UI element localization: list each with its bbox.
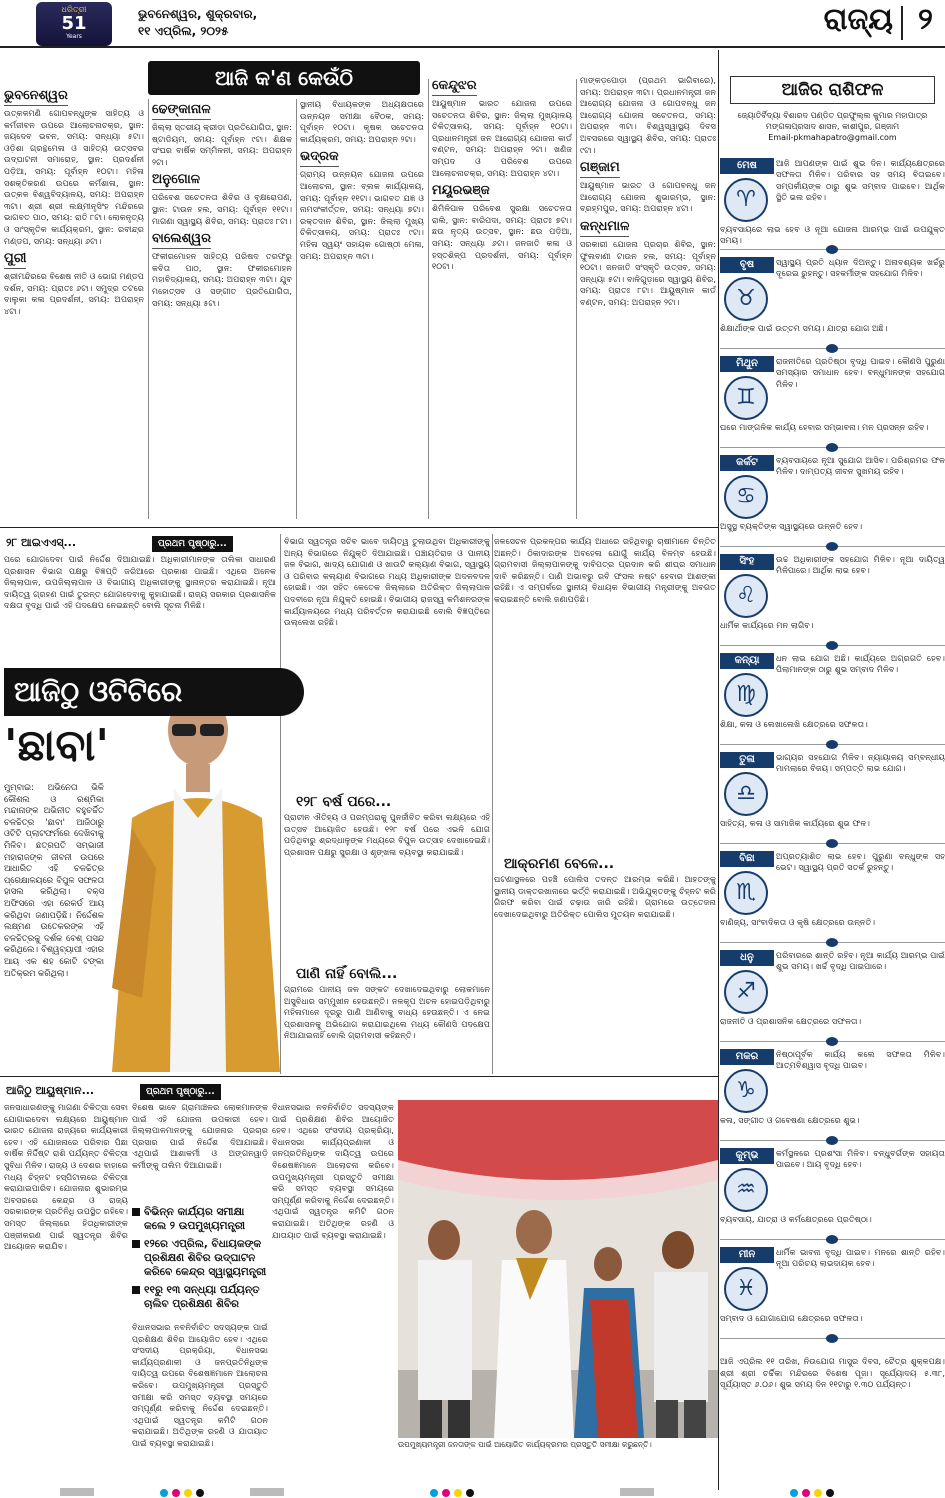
story-body: ଜଳସେଚନ ପ୍ରକଳ୍ପର କାର୍ଯ୍ୟ ଅଧାରେ ରହିଥିବାରୁ ଚାଷୀମାନେ ଚିନ୍ତିତ ଅଛନ୍ତି। ଠିକାଦାରଙ୍କ ଅବହେଳା ଯୋଗୁଁ କାର୍ଯ୍ୟ ବିଳମ୍ବ ହେଉଛି। ଗ୍ରାମବାସୀ ଜିଲ୍ଲାପାଳଙ୍କୁ ଦାବିପତ୍ର ପ୍ରଦାନ କରି ଶୀଘ୍ର ସମାଧାନ ଦାବି କରିଛନ୍ତି। ପାଣି ଅଭାବରୁ ରବି ଫସଲ ନଷ୍ଟ ହେବାର ଆଶଙ୍କା ରହିଛି। ଏ ସମ୍ପର୍କରେ ସ୍ଥାନୀୟ ବିଧାୟକ ବିଭାଗୀୟ ମନ୍ତ୍ରୀଙ୍କୁ ଅବଗତ କରାଇଛନ୍ତି ବୋଲି ଜଣାପଡ଼ିଛି। bbox=[494, 536, 716, 604]
zodiac-icon: ♏ bbox=[724, 871, 768, 915]
magenta-dot bbox=[802, 1489, 810, 1497]
events-text: ଉତ୍କଳମଣି ଗୋପବନ୍ଧୁଙ୍କ ସାହିତ୍ୟ ଓ କର୍ମଜୀବନ ଉପରେ ଆଲୋଚନାଚକ୍ର, ସ୍ଥାନ: ଜୟଦେବ ଭବନ, ସମୟ: ସନ୍ଧ୍ୟା ୫ଟା। ଓଡ଼ିଶା ଗ୍ରନ୍ଥମେଳା ଓ ସାହିତ୍ୟ ଉତ୍ସବର ଉଦ୍‌ଘାଟନୀ ସମାରୋହ, ସ୍ଥାନ: ପ୍ରଦର୍ଶନୀ ପଡ଼ିଆ, ସମୟ: ପୂର୍ବାହ୍ନ ୧୦ଟା। ମହିଳା ସଶକ୍ତିକରଣ ଉପରେ କର୍ମଶାଳା, ସ୍ଥାନ: ଉତ୍କଳ ବିଶ୍ୱବିଦ୍ୟାଳୟ, ସମୟ: ଅପରାହ୍ନ ୩ଟା। ଶ୍ରୀ ଶ୍ରୀ ଲକ୍ଷ୍ମୀନୃସିଂହ ମନ୍ଦିରରେ ଭାଗବତ ପାଠ, ସମୟ: ରାତି ୮ଟା। ଲୋକନୃତ୍ୟ ଓ ସାଂସ୍କୃତିକ କାର୍ଯ୍ୟକ୍ରମ, ସ୍ଥାନ: ରବୀନ୍ଦ୍ର ମଣ୍ଡପ, ସମୟ: ସନ୍ଧ୍ୟା ୬ଟା। bbox=[4, 108, 144, 246]
dateline-place-day: ଭୁବନେଶ୍ୱର, ଶୁକ୍ରବାର, bbox=[138, 7, 258, 21]
events-col-3 bbox=[300, 99, 424, 523]
sign-divider bbox=[720, 542, 945, 551]
sign-forecast-more: ଅସୁସ୍ଥ ବ୍ୟକ୍ତିଙ୍କ ସ୍ୱାସ୍ଥ୍ୟରେ ଉନ୍ନତି ହେବ। bbox=[720, 521, 863, 531]
highlights-list bbox=[132, 1205, 268, 1315]
yellow-dot bbox=[814, 1489, 822, 1497]
column-rule bbox=[296, 99, 297, 519]
sign-divider bbox=[720, 740, 945, 749]
events-city-heading: ଗଞ୍ଜାମ bbox=[580, 159, 620, 178]
story-body: ବିଶେଷ ଭାବେ ଗ୍ରାମାଞ୍ଚଳର ଲୋକମାନଙ୍କ ପାଇଁ ଏହି ଯୋଜନା ଉପକାରୀ ହେବ। ଜିଲ୍ଲାପାଳମାନଙ୍କୁ ଯୋଜନାର ପ୍ରଚାର ପ୍ରସାର ପାଇଁ ନିର୍ଦ୍ଦେଶ ଦିଆଯାଇଛି। ଏଥିପାଇଁ ଆଶାକର୍ମୀ ଓ ଅଙ୍ଗନୱାଡ଼ି କର୍ମୀଙ୍କୁ ତାଲିମ ଦିଆଯାଇଛି। bbox=[132, 1102, 268, 1170]
zodiac-icon: ♑ bbox=[724, 1069, 768, 1113]
events-text: ଶିମିଳିପାଳ ପରିବେଶ ସୁରକ୍ଷା ସଚେତନତା ରାଲି, ସ୍ଥାନ: ବାରିପଦା, ସମୟ: ପ୍ରାତଃ ୭ଟା। ଛଉ ନୃତ୍ୟ ଉତ୍ସବ, ସ୍ଥାନ: ଛଉ ପଡ଼ିଆ, ସମୟ: ସନ୍ଧ୍ୟା ୬ଟା। ଜନଜାତି କଳା ଓ ହସ୍ତଶିଳ୍ପ ପ୍ରଦର୍ଶନୀ, ସମୟ: ପୂର୍ବାହ୍ନ ୧୦ଟା। bbox=[432, 203, 572, 272]
sign-forecast-more: ଧାର୍ମିକ କାର୍ଯ୍ୟରେ ମନ ଲାଗିବ। bbox=[720, 620, 814, 630]
sign-name: କର୍କଟ bbox=[720, 455, 774, 471]
divider-dot bbox=[826, 245, 838, 254]
black-dot bbox=[466, 1489, 474, 1497]
horoscope-title: ଆଜିର ରାଶିଫଳ bbox=[730, 76, 935, 104]
events-city-heading: ଢେଙ୍କାନାଳ bbox=[152, 101, 211, 120]
sign-forecast: ଧନ ଲାଭ ଯୋଗ ଅଛି। କାର୍ଯ୍ୟରେ ଅଗ୍ରଗତି ହେବ। ପିଲାମାନଙ୍କ ଠାରୁ ଶୁଭ ସମ୍ବାଦ ମିଳିବ। bbox=[776, 653, 945, 675]
cinema-body: ମୁମ୍ବାଇ: ଅଭିନେତା ଭିକି କୌଶଲ ଓ ରଶ୍ମିକା ମନ୍ଦାନାଙ୍କ ଅଭିନୀତ ବହୁଚର୍ଚ୍ଚିତ ଚଳଚ୍ଚିତ୍ର 'ଛାବା' ଆଜିଠାରୁ ଓଟିଟି ପ୍ଲାଟଫର୍ମରେ ଦେଖିବାକୁ ମିଳିବ। ଛତ୍ରପତି ସମ୍ଭାଜୀ ମହାରାଜଙ୍କ ଜୀବନୀ ଉପରେ ଆଧାରିତ ଏହି ଚଳଚ୍ଚିତ୍ର ପ୍ରେକ୍ଷାଳୟରେ ବିପୁଳ ସଫଳତା ହାସଲ କରିଥିଲା। ବକ୍ସ ଅଫିସରେ ଏହା ରେକର୍ଡ ଆୟ କରିଥିବା ଜଣାପଡ଼ିଛି। ନିର୍ଦ୍ଦେଶକ ଲକ୍ଷ୍ମଣ ଉତେକରଙ୍କ ଏହି ଚଳଚ୍ଚିତ୍ରକୁ ଦର୍ଶକ ବେଶ୍ ପସନ୍ଦ କରିଥିଲେ। ବିଶ୍ୱବ୍ୟାପୀ ଏହାର ଆୟ ଏକ ଶହ କୋଟି ଟଙ୍କା ଅତିକ୍ରମ କରିଥିଲା। bbox=[4, 782, 104, 978]
events-text: ସରକାରୀ ଯୋଜନା ପ୍ରଚାର ଶିବିର, ସ୍ଥାନ: ଫୁଲବାଣୀ ଟାଉନ ହଲ, ସମୟ: ପୂର୍ବାହ୍ନ ୧୦ଟା। ଜନଜାତି ସଂସ୍କୃତି ଉତ୍ସବ, ସମୟ: ସନ୍ଧ୍ୟା ୫ଟା। ବାଳିଗୁଡ଼ାରେ ସ୍ୱାସ୍ଥ୍ୟ ଶିବିର, ସମୟ: ପ୍ରାତଃ ୮ଟା। ଆୟୁଷ୍ମାନ କାର୍ଡ ବଣ୍ଟନ, ସମୟ: ଅପରାହ୍ନ ୨ଟା। bbox=[580, 238, 716, 307]
events-city-heading: ଅନୁଗୋଳ bbox=[152, 171, 200, 190]
newspaper-logo bbox=[36, 2, 112, 46]
sign-forecast: କର୍ମସ୍ଥଳରେ ପ୍ରଶଂସା ମିଳିବ। ବନ୍ଧୁବର୍ଗଙ୍କ ସହାୟତା ପାଇବେ। ଆୟ ବୃଦ୍ଧି ହେବ। bbox=[776, 1148, 945, 1170]
events-text: ଜିଲ୍ଲା ସ୍ତରୀୟ କ୍ରୀଡ଼ା ପ୍ରତିଯୋଗିତା, ସ୍ଥାନ: ଷ୍ଟାଡିୟମ, ସମୟ: ପୂର୍ବାହ୍ନ ୯ଟା। ଶିକ୍ଷକ ସଂଘର ବାର୍ଷିକ ସମ୍ମିଳନୀ, ସମୟ: ଅପରାହ୍ନ ୨ଟା। bbox=[152, 122, 292, 167]
column-rule bbox=[148, 99, 149, 519]
events-col-1 bbox=[4, 85, 144, 523]
events-text: ପରିବେଶ ସଚେତନତା ଶିବିର ଓ ବୃକ୍ଷରୋପଣ, ସ୍ଥାନ: ଟାଉନ ହଲ, ସମୟ: ପୂର୍ବାହ୍ନ ୧୧ଟା। ମାଗଣା ସ୍ୱାସ୍ଥ୍ୟ ଶିବିର, ସମୟ: ପ୍ରାତଃ ୮ଟା। bbox=[152, 192, 292, 226]
sign-name: ବୃଷ bbox=[720, 257, 774, 273]
sign-forecast-more: ଶିକ୍ଷାର୍ଥୀଙ୍କ ପାଇଁ ଉତ୍ତମ ସମୟ। ଯାତ୍ରା ଯୋଗ ଅଛି। bbox=[720, 323, 888, 333]
highlight-item: ବିଭିନ୍ନ କାର୍ଯ୍ୟର ସମୀକ୍ଷା କଲେ ୨ ଉପମୁଖ୍ୟମନ୍ତ୍ରୀ bbox=[132, 1205, 268, 1233]
events-city-heading: ଭୁବନେଶ୍ୱର bbox=[4, 87, 68, 106]
panji-text: ଆଜି ଏପ୍ରିଲ ୧୧ ତାରିଖ, ନିଉଯୋଗ ମାସୁର ଦିବସ, ଚୈତ୍ର ଶୁକ୍ଳପକ୍ଷ। ଶ୍ରୀ ଶ୍ରୀ ଚର୍ଚ୍ଚିକା ମନ୍ଦିରରେ ବିଶେଷ ପୂଜା। ସୂର୍ଯ୍ୟୋଦୟ ୫.୩୮, ସୂର୍ଯ୍ୟାସ୍ତ ୬.୦୬। ଶୁଭ ସମୟ ଦିନ ୧୧ଟାରୁ ୧.୩୦ ପର୍ଯ୍ୟନ୍ତ। bbox=[720, 1356, 945, 1390]
astrologer-info bbox=[720, 110, 945, 143]
section-name: ରାଜ୍ୟ bbox=[823, 2, 893, 37]
astrologer-name: ଜ୍ୟୋତିର୍ବିଦ୍ୟା ବିଶାରଦ ପଣ୍ଡିତ ପ୍ରଫୁଲ୍ଲ କୁମାର ମହାପାତ୍ର bbox=[737, 111, 928, 120]
divider-dot bbox=[826, 839, 838, 848]
events-city-heading: କେନ୍ଦୁଝର bbox=[432, 77, 477, 96]
sign-name: କନ୍ୟା bbox=[720, 653, 774, 669]
sign-forecast: ଅପ୍ରତ୍ୟାଶିତ ଲାଭ ହେବ। ପୁରୁଣା ବନ୍ଧୁଙ୍କ ସହ ଭେଟ। ସ୍ୱାସ୍ଥ୍ୟ ପ୍ରତି ସତର୍କ ରୁହନ୍ତୁ। bbox=[776, 851, 945, 873]
cyan-dot bbox=[160, 1489, 168, 1497]
story-body: ବିଧାନସଭାର ନବନିର୍ବାଚିତ ସଦସ୍ୟଙ୍କ ପାଇଁ ପ୍ରଶିକ୍ଷଣ ଶିବିର ଆୟୋଜିତ ହେବ। ଏଥିରେ ସଂସଦୀୟ ପ୍ରକ୍ରିୟା, ବିଧାନସଭା କାର୍ଯ୍ୟପ୍ରଣାଳୀ ଓ ଜନପ୍ରତିନିଧିଙ୍କ ଦାୟିତ୍ୱ ଉପରେ ବିଶେଷଜ୍ଞମାନେ ଆଲୋଚନା କରିବେ। ଉପମୁଖ୍ୟମନ୍ତ୍ରୀ ପ୍ରସ୍ତୁତି ସମୀକ୍ଷା କରି ସମସ୍ତ ବ୍ୟବସ୍ଥା ସମୟରେ ସମ୍ପୂର୍ଣ୍ଣ କରିବାକୁ ନିର୍ଦ୍ଦେଶ ଦେଇଛନ୍ତି। ଏଥିପାଇଁ ସ୍ୱତନ୍ତ୍ର କମିଟି ଗଠନ କରାଯାଇଛି। ଅତିଥିଙ୍କ ରହଣି ଓ ଯାତାୟାତ ପାଇଁ ବ୍ୟବସ୍ଥା କରାଯାଇଛି। bbox=[272, 1102, 394, 1240]
sign-forecast-more: ରାଜନୀତି ଓ ପ୍ରଶାସନିକ କ୍ଷେତ୍ରରେ ସଫଳତା। bbox=[720, 1016, 862, 1026]
divider-dot bbox=[826, 1136, 838, 1145]
masthead bbox=[0, 0, 945, 48]
astrologer-email: Email-pkmahapatro@gmail.com bbox=[768, 133, 897, 142]
events-text: ମାଙ୍କଡ଼ପୋଡ଼ା (ପ୍ରଥମ ଭାଗିବାରେ), ସମୟ: ଅପରାହ୍ନ ୩ଟା। ପ୍ରଧାନମନ୍ତ୍ରୀ ଜନ ଆରୋଗ୍ୟ ଯୋଜନା ଓ ଗୋପବନ୍ଧୁ ଜନ ଆରୋଗ୍ୟ ଯୋଜନା ସଚେତନତା, ସମୟ: ଅପରାହ୍ନ ୩ଟା। ବିଶ୍ୱସ୍ୱାସ୍ଥ୍ୟ ଦିବସ ଅବସରରେ ସ୍ୱାସ୍ଥ୍ୟ ଶିବିର, ସମୟ: ପ୍ରାତଃ ୯ଟା। bbox=[580, 75, 716, 155]
photo-caption: ଉପମୁଖ୍ୟମନ୍ତ୍ରୀ ଜନତାଙ୍କ ପାଇଁ ଆୟୋଜିତ କାର୍ଯ୍ୟକ୍ରମର ପ୍ରସ୍ତୁତି ସମୀକ୍ଷା କରୁଛନ୍ତି। bbox=[398, 1440, 652, 1449]
rashifala-rule bbox=[718, 50, 719, 1490]
events-section bbox=[0, 55, 718, 525]
horoscope-section bbox=[720, 62, 945, 1447]
event-photo bbox=[398, 1100, 718, 1438]
folio-divider bbox=[901, 6, 903, 40]
sign-forecast: ଭାଗ୍ୟର ସହଯୋଗ ମିଳିବ। ନ୍ୟାୟାଳୟ ସମ୍ବନ୍ଧୀୟ ମାମଲାରେ ବିଜୟ। ସମ୍ପତ୍ତି ଲାଭ ଯୋଗ। bbox=[776, 752, 945, 774]
sign-name: କୁମ୍ଭ bbox=[720, 1148, 774, 1164]
zodiac-icon: ♈ bbox=[724, 178, 768, 222]
zodiac-icon: ♋ bbox=[724, 475, 768, 519]
column-rule bbox=[280, 534, 281, 1074]
zodiac-icon: ♐ bbox=[724, 970, 768, 1014]
divider-dot bbox=[826, 1235, 838, 1244]
sign-divider bbox=[720, 1235, 945, 1244]
zodiac-icon: ♍ bbox=[724, 673, 768, 717]
cyan-dot bbox=[430, 1489, 438, 1497]
zodiac-icon: ♊ bbox=[724, 376, 768, 420]
sign-divider bbox=[720, 641, 945, 650]
logo-years-number: 51 bbox=[61, 13, 87, 34]
sign-name: ବିଛା bbox=[720, 851, 774, 867]
yellow-dot bbox=[184, 1489, 192, 1497]
story-kicker: ଆଜିଠୁ ଆୟୁଷ୍ମାନ... bbox=[6, 1084, 95, 1097]
astrologer-address: ମଙ୍ଗଳାପ୍ରସାଦ ଶାସନ, କାଶୀପୁର, ଗଞ୍ଜାମ bbox=[765, 122, 900, 131]
events-title: ଆଜି କ'ଣ କେଉଁଠି bbox=[148, 61, 420, 95]
sign-name: ମିଥୁନ bbox=[720, 356, 774, 372]
story-heading: ୧୨୮ ବର୍ଷ ପରେ... bbox=[296, 794, 392, 810]
events-text: ଆୟୁଷ୍ମାନ ଭାରତ ଯୋଜନା ଉପରେ ସଚେତନତା ଶିବିର, ସ୍ଥାନ: ଜିଲ୍ଲା ମୁଖ୍ୟାଳୟ ଚିକିତ୍ସାଳୟ, ସମୟ: ପୂର୍ବାହ୍ନ ୧୦ଟା। ପ୍ରଧାନମନ୍ତ୍ରୀ ଜନ ଆରୋଗ୍ୟ ଯୋଜନା କାର୍ଡ ବଣ୍ଟନ, ସମୟ: ଅପରାହ୍ନ ୨ଟା। ଖଣିଜ ସମ୍ପଦ ଓ ପରିବେଶ ଉପରେ ଆଲୋଚନାଚକ୍ର, ସମୟ: ଅପରାହ୍ନ ୪ଟା। bbox=[432, 98, 572, 178]
sign-forecast: ବ୍ୟବସାୟରେ ନୂଆ ସୁଯୋଗ ଆସିବ। ପରିଶ୍ରମର ଫଳ ମିଳିବ। ଦାମ୍ପତ୍ୟ ଜୀବନ ସୁଖମୟ ରହିବ। bbox=[776, 455, 945, 477]
sign-forecast-more: ବାଣିଜ୍ୟ, ସାଂବାଦିକତା ଓ କୃଷି କ୍ଷେତ୍ରରେ ଉନ୍ନତି। bbox=[720, 917, 876, 927]
events-city-heading: ବାଲେଶ୍ୱର bbox=[152, 230, 211, 249]
story-body: ଘଟଣାସ୍ଥଳରେ ପହଞ୍ଚି ପୋଲିସ ତଦନ୍ତ ଆରମ୍ଭ କରିଛି। ଆହତଙ୍କୁ ସ୍ଥାନୀୟ ଡାକ୍ତରଖାନାରେ ଭର୍ତ୍ତି କରାଯାଇଛି। ଅଭିଯୁକ୍ତଙ୍କୁ ଚିହ୍ନଟ କରି ଗିରଫ କରିବା ପାଇଁ ଚଢ଼ାଉ ଜାରି ରହିଛି। ଗ୍ରାମରେ ଉତ୍ତେଜନା ଦେଖାଦେଇଥିବାରୁ ଅତିରିକ୍ତ ପୋଲିସ ମୁତୟନ କରାଯାଇଛି। bbox=[494, 874, 716, 919]
zodiac-icon: ♌ bbox=[724, 574, 768, 618]
events-text: ଆୟୁଷ୍ମାନ ଭାରତ ଓ ଗୋପବନ୍ଧୁ ଜନ ଆରୋଗ୍ୟ ଯୋଜନା ଶୁଭାରମ୍ଭ, ସ୍ଥାନ: ବ୍ରହ୍ମପୁର, ସମୟ: ଅପରାହ୍ନ ୪ଟା। bbox=[580, 180, 716, 214]
color-registration bbox=[0, 1488, 945, 1498]
sign-name: ମକର bbox=[720, 1049, 774, 1065]
black-dot bbox=[196, 1489, 204, 1497]
sign-name: ସିଂହ bbox=[720, 554, 774, 570]
events-col-4 bbox=[432, 75, 572, 523]
events-text: ସ୍ଥାନୀୟ ବିଧାୟକଙ୍କ ଅଧ୍ୟକ୍ଷତାରେ ଉନ୍ନୟନ ସମୀକ୍ଷା ବୈଠକ, ସମୟ: ପୂର୍ବାହ୍ନ ୧୦ଟା। କୃଷକ ସଚେତନତା କାର୍ଯ୍ୟକ୍ରମ, ସମୟ: ଅପରାହ୍ନ ୨ଟା। bbox=[300, 99, 424, 144]
sign-divider bbox=[720, 1334, 945, 1343]
event-illustration bbox=[398, 1100, 718, 1438]
sign-forecast-more: ସାହିତ୍ୟ, କଳା ଓ ସାମାଜିକ କାର୍ଯ୍ୟରେ ଶୁଭ ଫଳ। bbox=[720, 818, 870, 828]
sign-forecast: ଧାର୍ମିକ ଭାବନା ବୃଦ୍ଧି ପାଇବ। ମନରେ ଶାନ୍ତି ରହିବ। ନୂଆ ପରିଚୟ ଲାଭଦାୟକ ହେବ। bbox=[776, 1247, 945, 1269]
story-body: ବିଭାଗ ସ୍ୱତନ୍ତ୍ର ସଚିବ ଭାବେ ଦାୟିତ୍ୱ ତୁଲାଉଥିବା ଅଧିକାରୀଙ୍କୁ ଅନ୍ୟ ବିଭାଗରେ ନିଯୁକ୍ତି ଦିଆଯାଇଛି। ପଞ୍ଚାୟତିରାଜ ଓ ପାନୀୟ ଜଳ ବିଭାଗ, ଖାଦ୍ୟ ଯୋଗାଣ ଓ ଖାଉଟି କଲ୍ୟାଣ ବିଭାଗ, ସ୍ୱାସ୍ଥ୍ୟ ଓ ପରିବାର କଲ୍ୟାଣ ବିଭାଗରେ ମଧ୍ୟ ଅଧିକାରୀଙ୍କ ଅଦଳବଦଳ ହୋଇଛି। ଏହା ସହିତ କେତେକ ଜିଲ୍ଲାରେ ଅତିରିକ୍ତ ଜିଲ୍ଲାପାଳ ପଦବୀରେ ନୂଆ ନିଯୁକ୍ତି ହୋଇଛି। ବିଭାଗୀୟ ରାଜସ୍ୱ କମିଶନରଙ୍କ କାର୍ଯ୍ୟାଳୟରେ ମଧ୍ୟ ପରିବର୍ତ୍ତନ କରାଯାଇଛି ବୋଲି ବିଜ୍ଞପ୍ତିରେ ଉଲ୍ଲେଖ ରହିଛି। bbox=[284, 536, 490, 628]
page-number: ୨ bbox=[918, 2, 933, 37]
zodiac-icon: ♒ bbox=[724, 1168, 768, 1212]
column-rule bbox=[576, 79, 577, 519]
sign-forecast-more: ଶିକ୍ଷା, କଳା ଓ ଲେଖାଲେଖି କ୍ଷେତ୍ରରେ ସଫଳତା। bbox=[720, 719, 868, 729]
divider-dot bbox=[826, 1037, 838, 1046]
dateline bbox=[138, 6, 257, 40]
zodiac-icon: ♉ bbox=[724, 277, 768, 321]
sign-name: ମୀନ bbox=[720, 1247, 774, 1263]
highlight-item: ୧୨ରେ ଏପ୍ରିଲ, ବିଧାୟକଙ୍କ ପ୍ରଶିକ୍ଷଣ ଶିବିର ଉଦ୍‌ଘାଟନ କରିବେ କେନ୍ଦ୍ର ସ୍ୱାସ୍ଥ୍ୟମନ୍ତ୍ରୀ bbox=[132, 1237, 268, 1279]
zodiac-icon: ♓ bbox=[724, 1267, 768, 1311]
sign-divider bbox=[720, 1136, 945, 1145]
sign-forecast-more: ସମ୍ବାଦ ଓ ଯୋଗାଯୋଗ କ୍ଷେତ୍ରରେ ସଫଳତା। bbox=[720, 1313, 863, 1323]
sign-divider bbox=[720, 1037, 945, 1046]
sign-divider bbox=[720, 245, 945, 254]
highlight-item: ୧୧ରୁ ୧୩ ସନ୍ଧ୍ୟା ପର୍ଯ୍ୟନ୍ତ ଚାଲିବ ପ୍ରଶିକ୍ଷଣ ଶିବିର bbox=[132, 1283, 268, 1311]
sign-forecast-more: ବ୍ୟବସାୟରେ ଲାଭ ହେବ ଓ ନୂଆ ଯୋଜନା ଆରମ୍ଭ ପାଇଁ ଉପଯୁକ୍ତ ସମୟ। bbox=[720, 224, 945, 246]
sign-forecast: ପରିବାରରେ ଶାନ୍ତି ରହିବ। ନୂଆ କାର୍ଯ୍ୟ ଆରମ୍ଭ ପାଇଁ ଶୁଭ ସମୟ। ଖର୍ଚ୍ଚ ବୃଦ୍ଧି ପାଇପାରେ। bbox=[776, 950, 945, 972]
column-rule bbox=[492, 534, 493, 1074]
story-body: ଜନସାଧାରଣଙ୍କୁ ମାଗଣା ଚିକିତ୍ସା ସେବା ଯୋଗାଇଦେବା ଲକ୍ଷ୍ୟରେ ଆୟୁଷ୍ମାନ ଭାରତ ଯୋଜନା ରାଜ୍ୟରେ କାର୍ଯ୍ୟକାରୀ ହେବ। ଏହି ଯୋଜନାରେ ପରିବାର ପିଛା ବାର୍ଷିକ ନିର୍ଦ୍ଦିଷ୍ଟ ରାଶି ପର୍ଯ୍ୟନ୍ତ ଚିକିତ୍ସା ସୁବିଧା ମିଳିବ। ରାଜ୍ୟ ଓ ଦେଶର ବାହାରେ ମଧ୍ୟ ଚିହ୍ନଟ ହସ୍ପିଟାଲରେ ଚିକିତ୍ସା କରାଯାଇପାରିବ। ଯୋଜନାର ଶୁଭାରମ୍ଭ ଅବସରରେ କେନ୍ଦ୍ର ଓ ରାଜ୍ୟ ସରକାରଙ୍କ ପ୍ରତିନିଧି ଉପସ୍ଥିତ ରହିବେ। ସମସ୍ତ ଜିଲ୍ଲାରେ ହିତାଧିକାରୀଙ୍କ ପଞ୍ଜୀକରଣ ପାଇଁ ସ୍ୱତନ୍ତ୍ର ଶିବିର ଆୟୋଜନ କରାଯିବ। bbox=[4, 1102, 128, 1252]
events-col-5 bbox=[580, 75, 716, 523]
divider-dot bbox=[826, 740, 838, 749]
sign-forecast-more: କଳା, ସଙ୍ଗୀତ ଓ ଗବେଷଣା କ୍ଷେତ୍ରରେ ଶୁଭ। bbox=[720, 1115, 860, 1125]
divider-dot bbox=[826, 542, 838, 551]
sign-divider bbox=[720, 938, 945, 947]
dateline-date: ୧୧ ଏପ୍ରିଲ, ୨୦୨୫ bbox=[138, 24, 229, 38]
story-body: ଗ୍ରାମରେ ପାନୀୟ ଜଳ ସଙ୍କଟ ଦେଖାଦେଇଥିବାରୁ ଲୋକମାନେ ଅସୁବିଧାର ସମ୍ମୁଖୀନ ହେଉଛନ୍ତି। ନଳକୂପ ଅଚଳ ହୋଇପଡ଼ିଥିବାରୁ ମହିଳାମାନେ ଦୂରରୁ ପାଣି ଆଣିବାକୁ ବାଧ୍ୟ ହେଉଛନ୍ତି। ଏ ନେଇ ପ୍ରଶାସନକୁ ଅଭିଯୋଗ କରାଯାଇଥିଲେ ମଧ୍ୟ କୌଣସି ପଦକ୍ଷେପ ନିଆଯାଇନାହିଁ ବୋଲି ଗ୍ରାମବାସୀ କହିଛନ୍ତି। bbox=[284, 984, 490, 1041]
film-title: 'ଛାବା' bbox=[4, 720, 109, 771]
black-dot bbox=[826, 1489, 834, 1497]
section-rule bbox=[0, 1076, 718, 1077]
events-text: ଗ୍ରାମ୍ୟ ଉନ୍ନୟନ ଯୋଜନା ଉପରେ ଆଲୋଚନା, ସ୍ଥାନ: ବ୍ଲକ କାର୍ଯ୍ୟାଳୟ, ସମୟ: ପୂର୍ବାହ୍ନ ୧୧ଟା। ଭାଗବତ ଯଜ୍ଞ ଓ ନାମସଂକୀର୍ତ୍ତନ, ସମୟ: ସନ୍ଧ୍ୟା ୭ଟା। ରକ୍ତଦାନ ଶିବିର, ସ୍ଥାନ: ଜିଲ୍ଲା ମୁଖ୍ୟ ଚିକିତ୍ସାଳୟ, ସମୟ: ପ୍ରାତଃ ୯ଟା। ମହିଳା ସ୍ୱୟଂ ସହାୟକ ଗୋଷ୍ଠୀ ମେଳା, ସମୟ: ଅପରାହ୍ନ ୩ଟା। bbox=[300, 169, 424, 261]
logo-top-text: ଧରିତ୍ରୀ bbox=[61, 5, 87, 14]
continued-tag: ପ୍ରଥମ ପୃଷ୍ଠାରୁ... bbox=[152, 536, 233, 552]
sign-forecast: ଆଜି ଆପଣଙ୍କ ପାଇଁ ଶୁଭ ଦିନ। କାର୍ଯ୍ୟକ୍ଷେତ୍ରରେ ସଫଳତା ମିଳିବ। ପରିବାର ସହ ସମୟ ବିତାଇବେ। ସମ୍ପର୍କୀୟଙ୍କ ଠାରୁ ଶୁଭ ସମ୍ବାଦ ପାଇବେ। ଆର୍ଥିକ ସ୍ଥିତି ଭଲ ରହିବ। bbox=[776, 158, 945, 203]
column-rule bbox=[428, 79, 429, 519]
events-city-heading: ମୟୂରଭଞ୍ଜ bbox=[432, 182, 490, 201]
divider-dot bbox=[826, 443, 838, 452]
zodiac-icon: ♎ bbox=[724, 772, 768, 816]
events-text: ଫକୀରମୋହନ ସାହିତ୍ୟ ପରିଷଦ ତରଫରୁ କବିତା ପାଠ, ସ୍ଥାନ: ଫକୀରମୋହନ ମହାବିଦ୍ୟାଳୟ, ସମୟ: ଅପରାହ୍ନ ୩ଟା। ଯୁବ ମହୋତ୍ସବ ଓ ସଙ୍ଗୀତ ପ୍ରତିଯୋଗିତା, ସମୟ: ସନ୍ଧ୍ୟା ୫ଟା। bbox=[152, 251, 292, 308]
story-heading: ପାଣି ନାହିଁ ବୋଲି... bbox=[296, 966, 398, 982]
events-city-heading: ଭଦ୍ରକ bbox=[300, 148, 339, 167]
sign-name: ମେଷ bbox=[720, 158, 774, 174]
cyan-dot bbox=[790, 1489, 798, 1497]
events-city-heading: କନ୍ଧମାଳ bbox=[580, 218, 629, 237]
divider-dot bbox=[826, 344, 838, 353]
story-heading: ଆକ୍ରମଣ ବେଳେ... bbox=[504, 856, 615, 872]
actor-illustration bbox=[102, 668, 280, 1072]
sign-forecast: ସ୍ୱାସ୍ଥ୍ୟ ପ୍ରତି ଧ୍ୟାନ ଦିଅନ୍ତୁ। ଅନାବଶ୍ୟକ ଖର୍ଚ୍ଚରୁ ଦୂରେଇ ରୁହନ୍ତୁ। ସହକର୍ମୀଙ୍କ ସହଯୋଗ ମିଳିବ। bbox=[776, 257, 945, 279]
sign-forecast-more: ଘରେ ମାଙ୍ଗଳିକ କାର୍ଯ୍ୟ ହେବାର ସମ୍ଭାବନା। ମନ ପ୍ରସନ୍ନ ରହିବ। bbox=[720, 422, 929, 432]
sign-name: ତୁଳା bbox=[720, 752, 774, 768]
events-city-heading: ପୁରୀ bbox=[4, 250, 26, 269]
continued-tag: ପ୍ରଥମ ପୃଷ୍ଠାରୁ... bbox=[140, 1084, 221, 1100]
sign-divider bbox=[720, 443, 945, 452]
section-rule bbox=[0, 527, 718, 528]
sign-forecast: ନିଷ୍ଠାପୂର୍ବକ କାର୍ଯ୍ୟ କଲେ ସଫଳତା ମିଳିବ। ଆତ୍ମବିଶ୍ୱାସ ବୃଦ୍ଧି ପାଇବ। bbox=[776, 1049, 945, 1071]
sign-forecast: ଉଚ୍ଚ ଅଧିକାରୀଙ୍କ ସହଯୋଗ ମିଳିବ। ନୂଆ ଦାୟିତ୍ୱ ମିଳିପାରେ। ଆର୍ଥିକ ଲାଭ ହେବ। bbox=[776, 554, 945, 576]
events-col-2 bbox=[152, 99, 292, 523]
divider-dot bbox=[826, 938, 838, 947]
sign-divider bbox=[720, 344, 945, 353]
magenta-dot bbox=[442, 1489, 450, 1497]
story-body: ପ୍ରାଚୀନ ଐତିହ୍ୟ ଓ ପରମ୍ପରାକୁ ପୁନର୍ଜୀବିତ କରିବା ଲକ୍ଷ୍ୟରେ ଏହି ଉତ୍ସବ ଆୟୋଜିତ ହେଉଛି। ୧୨୮ ବର୍ଷ ପରେ ଏଭଳି ଯୋଗ ପଡ଼ିଥିବାରୁ ଶ୍ରଦ୍ଧାଳୁଙ୍କ ମଧ୍ୟରେ ବିପୁଳ ଉତ୍ସାହ ଦେଖାଦେଇଛି। ପ୍ରଶାସନ ପକ୍ଷରୁ ସୁରକ୍ଷା ଓ ଶୃଙ୍ଖଳା ବ୍ୟବସ୍ଥା କରାଯାଇଛି। bbox=[284, 812, 490, 857]
divider-dot bbox=[826, 1334, 838, 1343]
actor-photo bbox=[102, 668, 280, 1072]
sign-divider bbox=[720, 839, 945, 848]
divider-dot bbox=[826, 641, 838, 650]
story-body: ପରେ ଯୋଗଦେବା ପାଇଁ ନିର୍ଦ୍ଦେଶ ଦିଆଯାଇଛି। ଅଧିକାରୀମାନଙ୍କ ତାଲିକା ସାଧାରଣ ପ୍ରଶାସନ ବିଭାଗ ପକ୍ଷରୁ ବିଜ୍ଞପ୍ତି ଜରିଆରେ ପ୍ରକାଶ ପାଇଛି। ଏଥିରେ ଅନେକ ଜିଲ୍ଲାପାଳ, ଉପଜିଲ୍ଲାପାଳ ଓ ବିଭାଗୀୟ ଅଧିକାରୀଙ୍କୁ ସ୍ଥାନାନ୍ତର କରାଯାଇଛି। ନୂଆ ଦାୟିତ୍ୱ ଗ୍ରହଣ ପାଇଁ ତୁରନ୍ତ ଯୋଗଦେବାକୁ କୁହାଯାଇଛି। ରାଜ୍ୟ ସରକାର ପ୍ରଶାସନିକ ଦକ୍ଷତା ବୃଦ୍ଧି ପାଇଁ ଏହି ପଦକ୍ଷେପ ନେଇଛନ୍ତି ବୋଲି ସୂଚନା ମିଳିଛି। bbox=[4, 554, 276, 611]
sign-forecast: ରାଜନୀତିରେ ପ୍ରତିଷ୍ଠା ବୃଦ୍ଧି ପାଇବ। କୌଣସି ପୁରୁଣା ସମସ୍ୟାର ସମାଧାନ ହେବ। ବନ୍ଧୁମାନଙ୍କ ସହଯୋଗ ମିଳିବ। bbox=[776, 356, 945, 389]
story-kicker: ୨୮ ଆଇଏଏସ୍... bbox=[6, 536, 77, 549]
logo-years-label: Years bbox=[66, 33, 82, 40]
magenta-dot bbox=[172, 1489, 180, 1497]
events-text: ଶ୍ରୀମନ୍ଦିରରେ ବିଶେଷ ନୀତି ଓ ଭୋଗ ମଣ୍ଡପ ଦର୍ଶନ, ସମୟ: ପ୍ରାତଃ ୬ଟା। ସମୁଦ୍ର ତଟରେ ବାଲୁକା କଳା ପ୍ରଦର୍ଶନୀ, ସମୟ: ଅପରାହ୍ନ ୪ଟା। bbox=[4, 271, 144, 316]
yellow-dot bbox=[454, 1489, 462, 1497]
cinema-headline: ଆଜିଠୁ ଓଟିଟିରେ bbox=[4, 668, 304, 716]
story-body: ବିଧାନସଭାର ନବନିର୍ବାଚିତ ସଦସ୍ୟଙ୍କ ପାଇଁ ପ୍ରଶିକ୍ଷଣ ଶିବିର ଆୟୋଜିତ ହେବ। ଏଥିରେ ସଂସଦୀୟ ପ୍ରକ୍ରିୟା, ବିଧାନସଭା କାର୍ଯ୍ୟପ୍ରଣାଳୀ ଓ ଜନପ୍ରତିନିଧିଙ୍କ ଦାୟିତ୍ୱ ଉପରେ ବିଶେଷଜ୍ଞମାନେ ଆଲୋଚନା କରିବେ। ଉପମୁଖ୍ୟମନ୍ତ୍ରୀ ପ୍ରସ୍ତୁତି ସମୀକ୍ଷା କରି ସମସ୍ତ ବ୍ୟବସ୍ଥା ସମୟରେ ସମ୍ପୂର୍ଣ୍ଣ କରିବାକୁ ନିର୍ଦ୍ଦେଶ ଦେଇଛନ୍ତି। ଏଥିପାଇଁ ସ୍ୱତନ୍ତ୍ର କମିଟି ଗଠନ କରାଯାଇଛି। ଅତିଥିଙ୍କ ରହଣି ଓ ଯାତାୟାତ ପାଇଁ ବ୍ୟବସ୍ଥା କରାଯାଇଛି। bbox=[132, 1322, 268, 1448]
sign-forecast-more: ବ୍ୟବସାୟ, ଯାତ୍ରା ଓ କର୍ମକ୍ଷେତ୍ରରେ ପ୍ରତିଷ୍ଠା। bbox=[720, 1214, 872, 1224]
sign-name: ଧନୁ bbox=[720, 950, 774, 966]
